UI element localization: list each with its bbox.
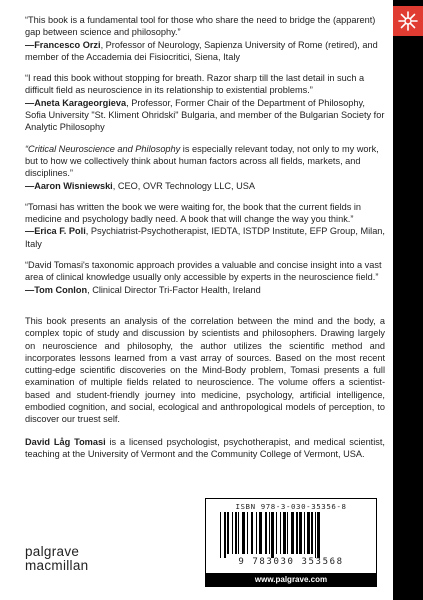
barcode-digits: 9 783030 353568 xyxy=(238,557,344,567)
palgrave-logo-icon xyxy=(393,6,423,36)
quote-text: “Critical Neuroscience and Philosophy is especially relevant today, not only to my work, but to how we collectively think about human factors across all fields, markets, and disciplines.” xyxy=(25,143,379,179)
back-cover-text xyxy=(25,14,385,460)
barcode-bar xyxy=(224,512,226,558)
barcode-bar xyxy=(247,512,248,554)
author-name: David Låg Tomasi xyxy=(25,436,106,447)
barcode-bar xyxy=(238,512,239,554)
quote-text: “Tomasi has written the book we were waiting for, the book that the current fields in medicine and psychology badly need. A book that will change the way you think.” xyxy=(25,201,362,225)
barcode-bar xyxy=(299,512,302,554)
author-bio xyxy=(25,436,385,461)
endorsement-quote xyxy=(25,14,385,63)
barcode-bar xyxy=(283,512,286,554)
barcode-bar xyxy=(287,512,288,554)
endorsement-quote xyxy=(25,201,385,250)
barcode-bar xyxy=(315,512,316,558)
barcode-bar xyxy=(276,512,277,554)
barcode-bar xyxy=(227,512,229,554)
barcode-bar xyxy=(235,512,237,554)
quote-attribution xyxy=(25,284,385,296)
endorsement-quote xyxy=(25,143,385,192)
publisher-name-line1: palgrave xyxy=(25,544,80,559)
barcode-bar xyxy=(242,512,245,554)
endorsement-quote xyxy=(25,259,385,296)
isbn-barcode xyxy=(205,498,377,574)
barcode-bar xyxy=(311,512,313,554)
barcode-bar xyxy=(280,512,281,554)
barcode-bar xyxy=(265,512,267,554)
publisher-logo xyxy=(25,545,88,573)
publisher-url: www.palgrave.com xyxy=(205,573,377,587)
barcode-bars xyxy=(218,512,364,558)
spine xyxy=(393,0,423,600)
author-bio-text: is a licensed psychologist, psychotherapist, and medical scientist, teaching at the University of Vermont and the Community College of Vermont, USA. xyxy=(25,436,385,459)
endorser-name: —Francesco Orzi xyxy=(25,39,101,50)
endorser-name: —Tom Conlon xyxy=(25,284,88,295)
barcode-bar xyxy=(259,512,262,554)
quote-text: “I read this book without stopping for breath. Razor sharp till the last detail in such a difficult field as neuroscience in its relationship to existential problems.” xyxy=(25,73,365,96)
barcode-bar xyxy=(307,512,310,554)
publisher-name-line2: macmillan xyxy=(25,558,89,573)
endorser-name: —Aneta Karageorgieva xyxy=(25,97,127,108)
quote-text: “David Tomasi's taxonomic approach provides a valuable and concise insight into a vast area of clinical knowledge usually only accessible by experts in the neuroscience field.” xyxy=(25,260,382,283)
endorser-role: , Clinical Director Tri-Factor Health, Ireland xyxy=(87,284,261,295)
endorser-name: —Aaron Wisniewski xyxy=(25,180,113,191)
endorser-name: —Erica F. Poli xyxy=(25,226,86,237)
quote-text: “This book is a fundamental tool for those who share the need to bridge the (apparent) gap between science and philosophy.” xyxy=(25,15,376,38)
endorser-role: , Professor of Neurology, Sapienza University of Rome (retired), and member of the Accademia dei Fisiocritici, Siena, Italy xyxy=(25,39,378,62)
book-title-italic: “Critical Neuroscience and Philosophy xyxy=(25,143,181,154)
barcode-bar xyxy=(304,512,305,554)
barcode-bar xyxy=(251,512,253,554)
barcode-bar xyxy=(232,512,233,554)
endorser-role: , Professor, Former Chair of the Department of Philosophy, Sofia University "St. Kliment Ohridski" Bulgaria, and member of the Bulgarian Society for Analytic Philosophy xyxy=(25,97,385,133)
endorser-role: , Psychiatrist-Psychotherapist, IEDTA, ISTDP Institute, EFP Group, Milan, Italy xyxy=(25,226,385,249)
endorsement-quote xyxy=(25,72,385,133)
quote-attribution xyxy=(25,225,385,250)
barcode-bar xyxy=(296,512,298,554)
barcode-bar xyxy=(269,512,270,554)
barcode-bar xyxy=(291,512,294,554)
barcode-bar xyxy=(271,512,274,558)
isbn-text: ISBN 978-3-030-35356-8 xyxy=(235,502,347,511)
barcode-bar xyxy=(317,512,320,558)
quote-attribution xyxy=(25,39,385,64)
book-description: This book presents an analysis of the correlation between the mind and the body, a complex topic of study and discussion by scientists and philosophers. Drawing largely on neuroscience and philosophy, the author utilizes the scientific method and incorporates lessons learned from a vast array of sources. Based on the most recent cutting-edge scientific discoveries on the Mind-Body problem, Tomasi presents a full examination of multiple fields related to neuroscience. The volume offers a scientist-based and student-friendly journey into medicine, psychology, artificial intelligence, embodied cognition, and social, ecological and anthropological models of perception, to discover our truest self. xyxy=(25,315,385,425)
endorser-role: , CEO, OVR Technology LLC, USA xyxy=(112,180,256,191)
barcode-bar xyxy=(220,512,221,558)
quote-attribution xyxy=(25,97,385,134)
quote-attribution xyxy=(25,180,385,192)
barcode-bar xyxy=(256,512,257,554)
